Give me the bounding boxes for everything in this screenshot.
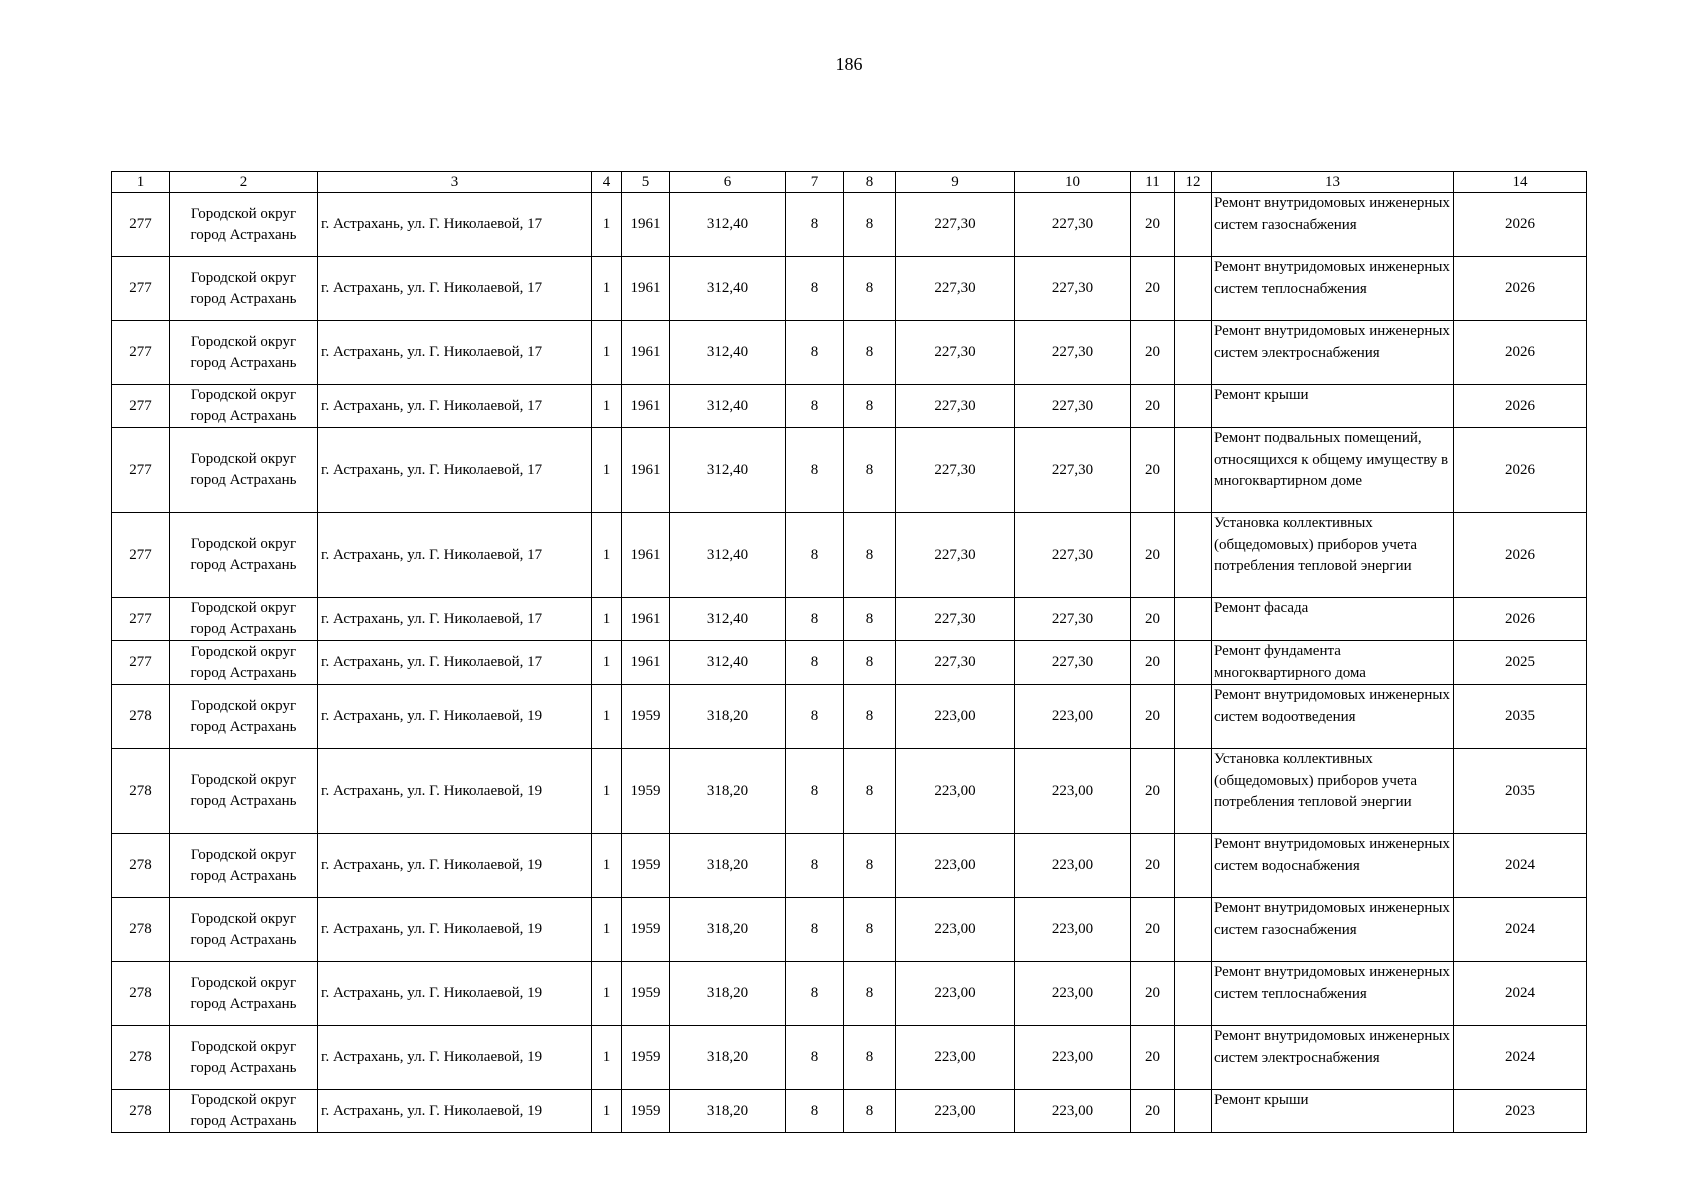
planned-year: 2026 <box>1454 321 1587 385</box>
cell-col-10: 227,30 <box>1015 257 1131 321</box>
cell-col-11: 20 <box>1131 257 1175 321</box>
area: 312,40 <box>670 428 786 513</box>
cell-col-10: 223,00 <box>1015 1090 1131 1133</box>
cell-col-9: 227,30 <box>896 513 1015 598</box>
row-number: 277 <box>112 641 170 685</box>
cell-col-12 <box>1175 685 1212 749</box>
cell-col-11: 20 <box>1131 385 1175 428</box>
address: г. Астрахань, ул. Г. Николаевой, 17 <box>318 428 592 513</box>
work-type: Установка коллективных (общедомовых) приборов учета потребления тепловой энергии <box>1212 513 1454 598</box>
build-year: 1961 <box>622 598 670 641</box>
table-row <box>112 513 1587 598</box>
cell-col-11: 20 <box>1131 898 1175 962</box>
build-year: 1961 <box>622 385 670 428</box>
address: г. Астрахань, ул. Г. Николаевой, 19 <box>318 962 592 1026</box>
cell-col-7: 8 <box>786 1026 844 1090</box>
cell-col-12 <box>1175 898 1212 962</box>
municipality: Городской округ город Астрахань <box>170 1026 318 1090</box>
cell-col-11: 20 <box>1131 598 1175 641</box>
area: 312,40 <box>670 385 786 428</box>
cell-col-8: 8 <box>844 1026 896 1090</box>
table-row <box>112 598 1587 641</box>
planned-year: 2026 <box>1454 513 1587 598</box>
work-type: Ремонт внутридомовых инженерных систем электроснабжения <box>1212 321 1454 385</box>
planned-year: 2024 <box>1454 898 1587 962</box>
cell-col-9: 227,30 <box>896 257 1015 321</box>
column-header: 5 <box>622 172 670 193</box>
cell-col-12 <box>1175 962 1212 1026</box>
table-row <box>112 898 1587 962</box>
cell-col-12 <box>1175 321 1212 385</box>
planned-year: 2035 <box>1454 685 1587 749</box>
cell-col-8: 8 <box>844 1090 896 1133</box>
build-year: 1961 <box>622 641 670 685</box>
cell-col-8: 8 <box>844 193 896 257</box>
cell-col-11: 20 <box>1131 641 1175 685</box>
municipality: Городской округ город Астрахань <box>170 513 318 598</box>
address: г. Астрахань, ул. Г. Николаевой, 17 <box>318 257 592 321</box>
build-year: 1959 <box>622 962 670 1026</box>
cell-col-10: 227,30 <box>1015 598 1131 641</box>
row-number: 277 <box>112 385 170 428</box>
cell-col-12 <box>1175 1090 1212 1133</box>
cell-col-7: 8 <box>786 321 844 385</box>
cell-col-12 <box>1175 193 1212 257</box>
municipality: Городской округ город Астрахань <box>170 641 318 685</box>
cell-col-12 <box>1175 749 1212 834</box>
work-type: Ремонт внутридомовых инженерных систем электроснабжения <box>1212 1026 1454 1090</box>
cell-col-4: 1 <box>592 598 622 641</box>
area: 312,40 <box>670 513 786 598</box>
table-row <box>112 1090 1587 1133</box>
cell-col-9: 227,30 <box>896 193 1015 257</box>
cell-col-4: 1 <box>592 1026 622 1090</box>
address: г. Астрахань, ул. Г. Николаевой, 17 <box>318 641 592 685</box>
planned-year: 2035 <box>1454 749 1587 834</box>
cell-col-7: 8 <box>786 685 844 749</box>
cell-col-7: 8 <box>786 598 844 641</box>
cell-col-7: 8 <box>786 385 844 428</box>
cell-col-4: 1 <box>592 428 622 513</box>
area: 318,20 <box>670 1090 786 1133</box>
cell-col-8: 8 <box>844 385 896 428</box>
row-number: 278 <box>112 898 170 962</box>
cell-col-8: 8 <box>844 257 896 321</box>
build-year: 1959 <box>622 898 670 962</box>
build-year: 1961 <box>622 321 670 385</box>
cell-col-4: 1 <box>592 257 622 321</box>
cell-col-4: 1 <box>592 685 622 749</box>
work-type: Ремонт внутридомовых инженерных систем теплоснабжения <box>1212 257 1454 321</box>
cell-col-9: 227,30 <box>896 598 1015 641</box>
cell-col-10: 227,30 <box>1015 513 1131 598</box>
cell-col-9: 223,00 <box>896 1026 1015 1090</box>
column-header: 3 <box>318 172 592 193</box>
build-year: 1961 <box>622 513 670 598</box>
cell-col-10: 223,00 <box>1015 749 1131 834</box>
table-row <box>112 962 1587 1026</box>
planned-year: 2024 <box>1454 834 1587 898</box>
cell-col-7: 8 <box>786 257 844 321</box>
area: 318,20 <box>670 749 786 834</box>
cell-col-10: 223,00 <box>1015 1026 1131 1090</box>
cell-col-4: 1 <box>592 321 622 385</box>
cell-col-9: 227,30 <box>896 641 1015 685</box>
cell-col-7: 8 <box>786 1090 844 1133</box>
work-type: Ремонт крыши <box>1212 385 1454 428</box>
planned-year: 2026 <box>1454 193 1587 257</box>
cell-col-11: 20 <box>1131 834 1175 898</box>
row-number: 278 <box>112 834 170 898</box>
cell-col-9: 223,00 <box>896 898 1015 962</box>
planned-year: 2026 <box>1454 428 1587 513</box>
cell-col-4: 1 <box>592 749 622 834</box>
address: г. Астрахань, ул. Г. Николаевой, 19 <box>318 685 592 749</box>
repair-schedule-table <box>111 171 1587 1133</box>
cell-col-11: 20 <box>1131 685 1175 749</box>
cell-col-7: 8 <box>786 834 844 898</box>
area: 312,40 <box>670 193 786 257</box>
cell-col-7: 8 <box>786 898 844 962</box>
table-body <box>112 193 1587 1133</box>
column-header: 7 <box>786 172 844 193</box>
cell-col-4: 1 <box>592 513 622 598</box>
planned-year: 2024 <box>1454 1026 1587 1090</box>
cell-col-7: 8 <box>786 749 844 834</box>
row-number: 277 <box>112 257 170 321</box>
area: 318,20 <box>670 1026 786 1090</box>
build-year: 1959 <box>622 749 670 834</box>
cell-col-11: 20 <box>1131 193 1175 257</box>
row-number: 278 <box>112 962 170 1026</box>
planned-year: 2023 <box>1454 1090 1587 1133</box>
area: 318,20 <box>670 685 786 749</box>
column-header: 6 <box>670 172 786 193</box>
row-number: 277 <box>112 428 170 513</box>
municipality: Городской округ город Астрахань <box>170 193 318 257</box>
cell-col-7: 8 <box>786 428 844 513</box>
address: г. Астрахань, ул. Г. Николаевой, 17 <box>318 513 592 598</box>
build-year: 1961 <box>622 193 670 257</box>
municipality: Городской округ город Астрахань <box>170 428 318 513</box>
planned-year: 2026 <box>1454 385 1587 428</box>
cell-col-12 <box>1175 641 1212 685</box>
cell-col-11: 20 <box>1131 321 1175 385</box>
address: г. Астрахань, ул. Г. Николаевой, 19 <box>318 1026 592 1090</box>
column-header: 2 <box>170 172 318 193</box>
cell-col-10: 223,00 <box>1015 898 1131 962</box>
cell-col-4: 1 <box>592 193 622 257</box>
table-row <box>112 1026 1587 1090</box>
table-row <box>112 193 1587 257</box>
planned-year: 2024 <box>1454 962 1587 1026</box>
column-header: 8 <box>844 172 896 193</box>
cell-col-10: 227,30 <box>1015 321 1131 385</box>
cell-col-12 <box>1175 257 1212 321</box>
page-number: 186 <box>835 54 863 74</box>
cell-col-9: 223,00 <box>896 685 1015 749</box>
cell-col-10: 227,30 <box>1015 193 1131 257</box>
area: 312,40 <box>670 598 786 641</box>
column-header: 9 <box>896 172 1015 193</box>
cell-col-12 <box>1175 1026 1212 1090</box>
cell-col-10: 223,00 <box>1015 685 1131 749</box>
municipality: Городской округ город Астрахань <box>170 385 318 428</box>
build-year: 1959 <box>622 1090 670 1133</box>
cell-col-4: 1 <box>592 962 622 1026</box>
row-number: 278 <box>112 1090 170 1133</box>
cell-col-12 <box>1175 513 1212 598</box>
work-type: Ремонт крыши <box>1212 1090 1454 1133</box>
municipality: Городской округ город Астрахань <box>170 257 318 321</box>
row-number: 277 <box>112 193 170 257</box>
municipality: Городской округ город Астрахань <box>170 598 318 641</box>
area: 312,40 <box>670 257 786 321</box>
row-number: 278 <box>112 749 170 834</box>
column-header: 14 <box>1454 172 1587 193</box>
cell-col-9: 223,00 <box>896 962 1015 1026</box>
cell-col-8: 8 <box>844 641 896 685</box>
cell-col-8: 8 <box>844 962 896 1026</box>
area: 318,20 <box>670 834 786 898</box>
cell-col-8: 8 <box>844 834 896 898</box>
row-number: 278 <box>112 1026 170 1090</box>
address: г. Астрахань, ул. Г. Николаевой, 19 <box>318 749 592 834</box>
cell-col-10: 223,00 <box>1015 834 1131 898</box>
municipality: Городской округ город Астрахань <box>170 962 318 1026</box>
municipality: Городской округ город Астрахань <box>170 1090 318 1133</box>
work-type: Ремонт внутридомовых инженерных систем газоснабжения <box>1212 193 1454 257</box>
cell-col-4: 1 <box>592 898 622 962</box>
planned-year: 2026 <box>1454 598 1587 641</box>
cell-col-8: 8 <box>844 513 896 598</box>
row-number: 277 <box>112 321 170 385</box>
cell-col-4: 1 <box>592 1090 622 1133</box>
cell-col-11: 20 <box>1131 749 1175 834</box>
work-type: Ремонт внутридомовых инженерных систем газоснабжения <box>1212 898 1454 962</box>
address: г. Астрахань, ул. Г. Николаевой, 17 <box>318 598 592 641</box>
work-type: Ремонт внутридомовых инженерных систем водоснабжения <box>1212 834 1454 898</box>
cell-col-7: 8 <box>786 193 844 257</box>
build-year: 1961 <box>622 257 670 321</box>
address: г. Астрахань, ул. Г. Николаевой, 17 <box>318 385 592 428</box>
municipality: Городской округ город Астрахань <box>170 898 318 962</box>
area: 318,20 <box>670 898 786 962</box>
table-row <box>112 257 1587 321</box>
municipality: Городской округ город Астрахань <box>170 321 318 385</box>
cell-col-10: 227,30 <box>1015 428 1131 513</box>
cell-col-11: 20 <box>1131 513 1175 598</box>
build-year: 1959 <box>622 834 670 898</box>
work-type: Ремонт подвальных помещений, относящихся к общему имуществу в многоквартирном доме <box>1212 428 1454 513</box>
table-row <box>112 749 1587 834</box>
column-header: 13 <box>1212 172 1454 193</box>
address: г. Астрахань, ул. Г. Николаевой, 17 <box>318 321 592 385</box>
cell-col-12 <box>1175 834 1212 898</box>
row-number: 277 <box>112 513 170 598</box>
municipality: Городской округ город Астрахань <box>170 834 318 898</box>
cell-col-9: 227,30 <box>896 428 1015 513</box>
address: г. Астрахань, ул. Г. Николаевой, 19 <box>318 898 592 962</box>
address: г. Астрахань, ул. Г. Николаевой, 19 <box>318 1090 592 1133</box>
table-row <box>112 428 1587 513</box>
table-row <box>112 685 1587 749</box>
cell-col-10: 227,30 <box>1015 641 1131 685</box>
cell-col-12 <box>1175 385 1212 428</box>
row-number: 277 <box>112 598 170 641</box>
cell-col-12 <box>1175 428 1212 513</box>
table-row <box>112 321 1587 385</box>
cell-col-10: 223,00 <box>1015 962 1131 1026</box>
municipality: Городской округ город Астрахань <box>170 685 318 749</box>
row-number: 278 <box>112 685 170 749</box>
cell-col-10: 227,30 <box>1015 385 1131 428</box>
area: 312,40 <box>670 321 786 385</box>
column-header: 12 <box>1175 172 1212 193</box>
column-number-row <box>112 172 1587 193</box>
cell-col-7: 8 <box>786 641 844 685</box>
area: 312,40 <box>670 641 786 685</box>
planned-year: 2026 <box>1454 257 1587 321</box>
column-header: 4 <box>592 172 622 193</box>
cell-col-12 <box>1175 598 1212 641</box>
cell-col-8: 8 <box>844 428 896 513</box>
cell-col-8: 8 <box>844 749 896 834</box>
work-type: Ремонт фундамента многоквартирного дома <box>1212 641 1454 685</box>
cell-col-11: 20 <box>1131 962 1175 1026</box>
area: 318,20 <box>670 962 786 1026</box>
cell-col-9: 223,00 <box>896 749 1015 834</box>
build-year: 1959 <box>622 1026 670 1090</box>
cell-col-8: 8 <box>844 598 896 641</box>
address: г. Астрахань, ул. Г. Николаевой, 17 <box>318 193 592 257</box>
cell-col-8: 8 <box>844 321 896 385</box>
table-row <box>112 641 1587 685</box>
cell-col-4: 1 <box>592 834 622 898</box>
cell-col-4: 1 <box>592 385 622 428</box>
work-type: Ремонт фасада <box>1212 598 1454 641</box>
cell-col-7: 8 <box>786 962 844 1026</box>
cell-col-11: 20 <box>1131 1026 1175 1090</box>
cell-col-7: 8 <box>786 513 844 598</box>
build-year: 1959 <box>622 685 670 749</box>
build-year: 1961 <box>622 428 670 513</box>
planned-year: 2025 <box>1454 641 1587 685</box>
cell-col-9: 223,00 <box>896 834 1015 898</box>
cell-col-11: 20 <box>1131 428 1175 513</box>
work-type: Ремонт внутридомовых инженерных систем водоотведения <box>1212 685 1454 749</box>
table-row <box>112 385 1587 428</box>
work-type: Ремонт внутридомовых инженерных систем теплоснабжения <box>1212 962 1454 1026</box>
cell-col-9: 227,30 <box>896 321 1015 385</box>
address: г. Астрахань, ул. Г. Николаевой, 19 <box>318 834 592 898</box>
cell-col-11: 20 <box>1131 1090 1175 1133</box>
column-header: 11 <box>1131 172 1175 193</box>
cell-col-8: 8 <box>844 685 896 749</box>
cell-col-8: 8 <box>844 898 896 962</box>
cell-col-9: 227,30 <box>896 385 1015 428</box>
cell-col-4: 1 <box>592 641 622 685</box>
municipality: Городской округ город Астрахань <box>170 749 318 834</box>
work-type: Установка коллективных (общедомовых) приборов учета потребления тепловой энергии <box>1212 749 1454 834</box>
table-row <box>112 834 1587 898</box>
cell-col-9: 223,00 <box>896 1090 1015 1133</box>
column-header: 10 <box>1015 172 1131 193</box>
column-header: 1 <box>112 172 170 193</box>
